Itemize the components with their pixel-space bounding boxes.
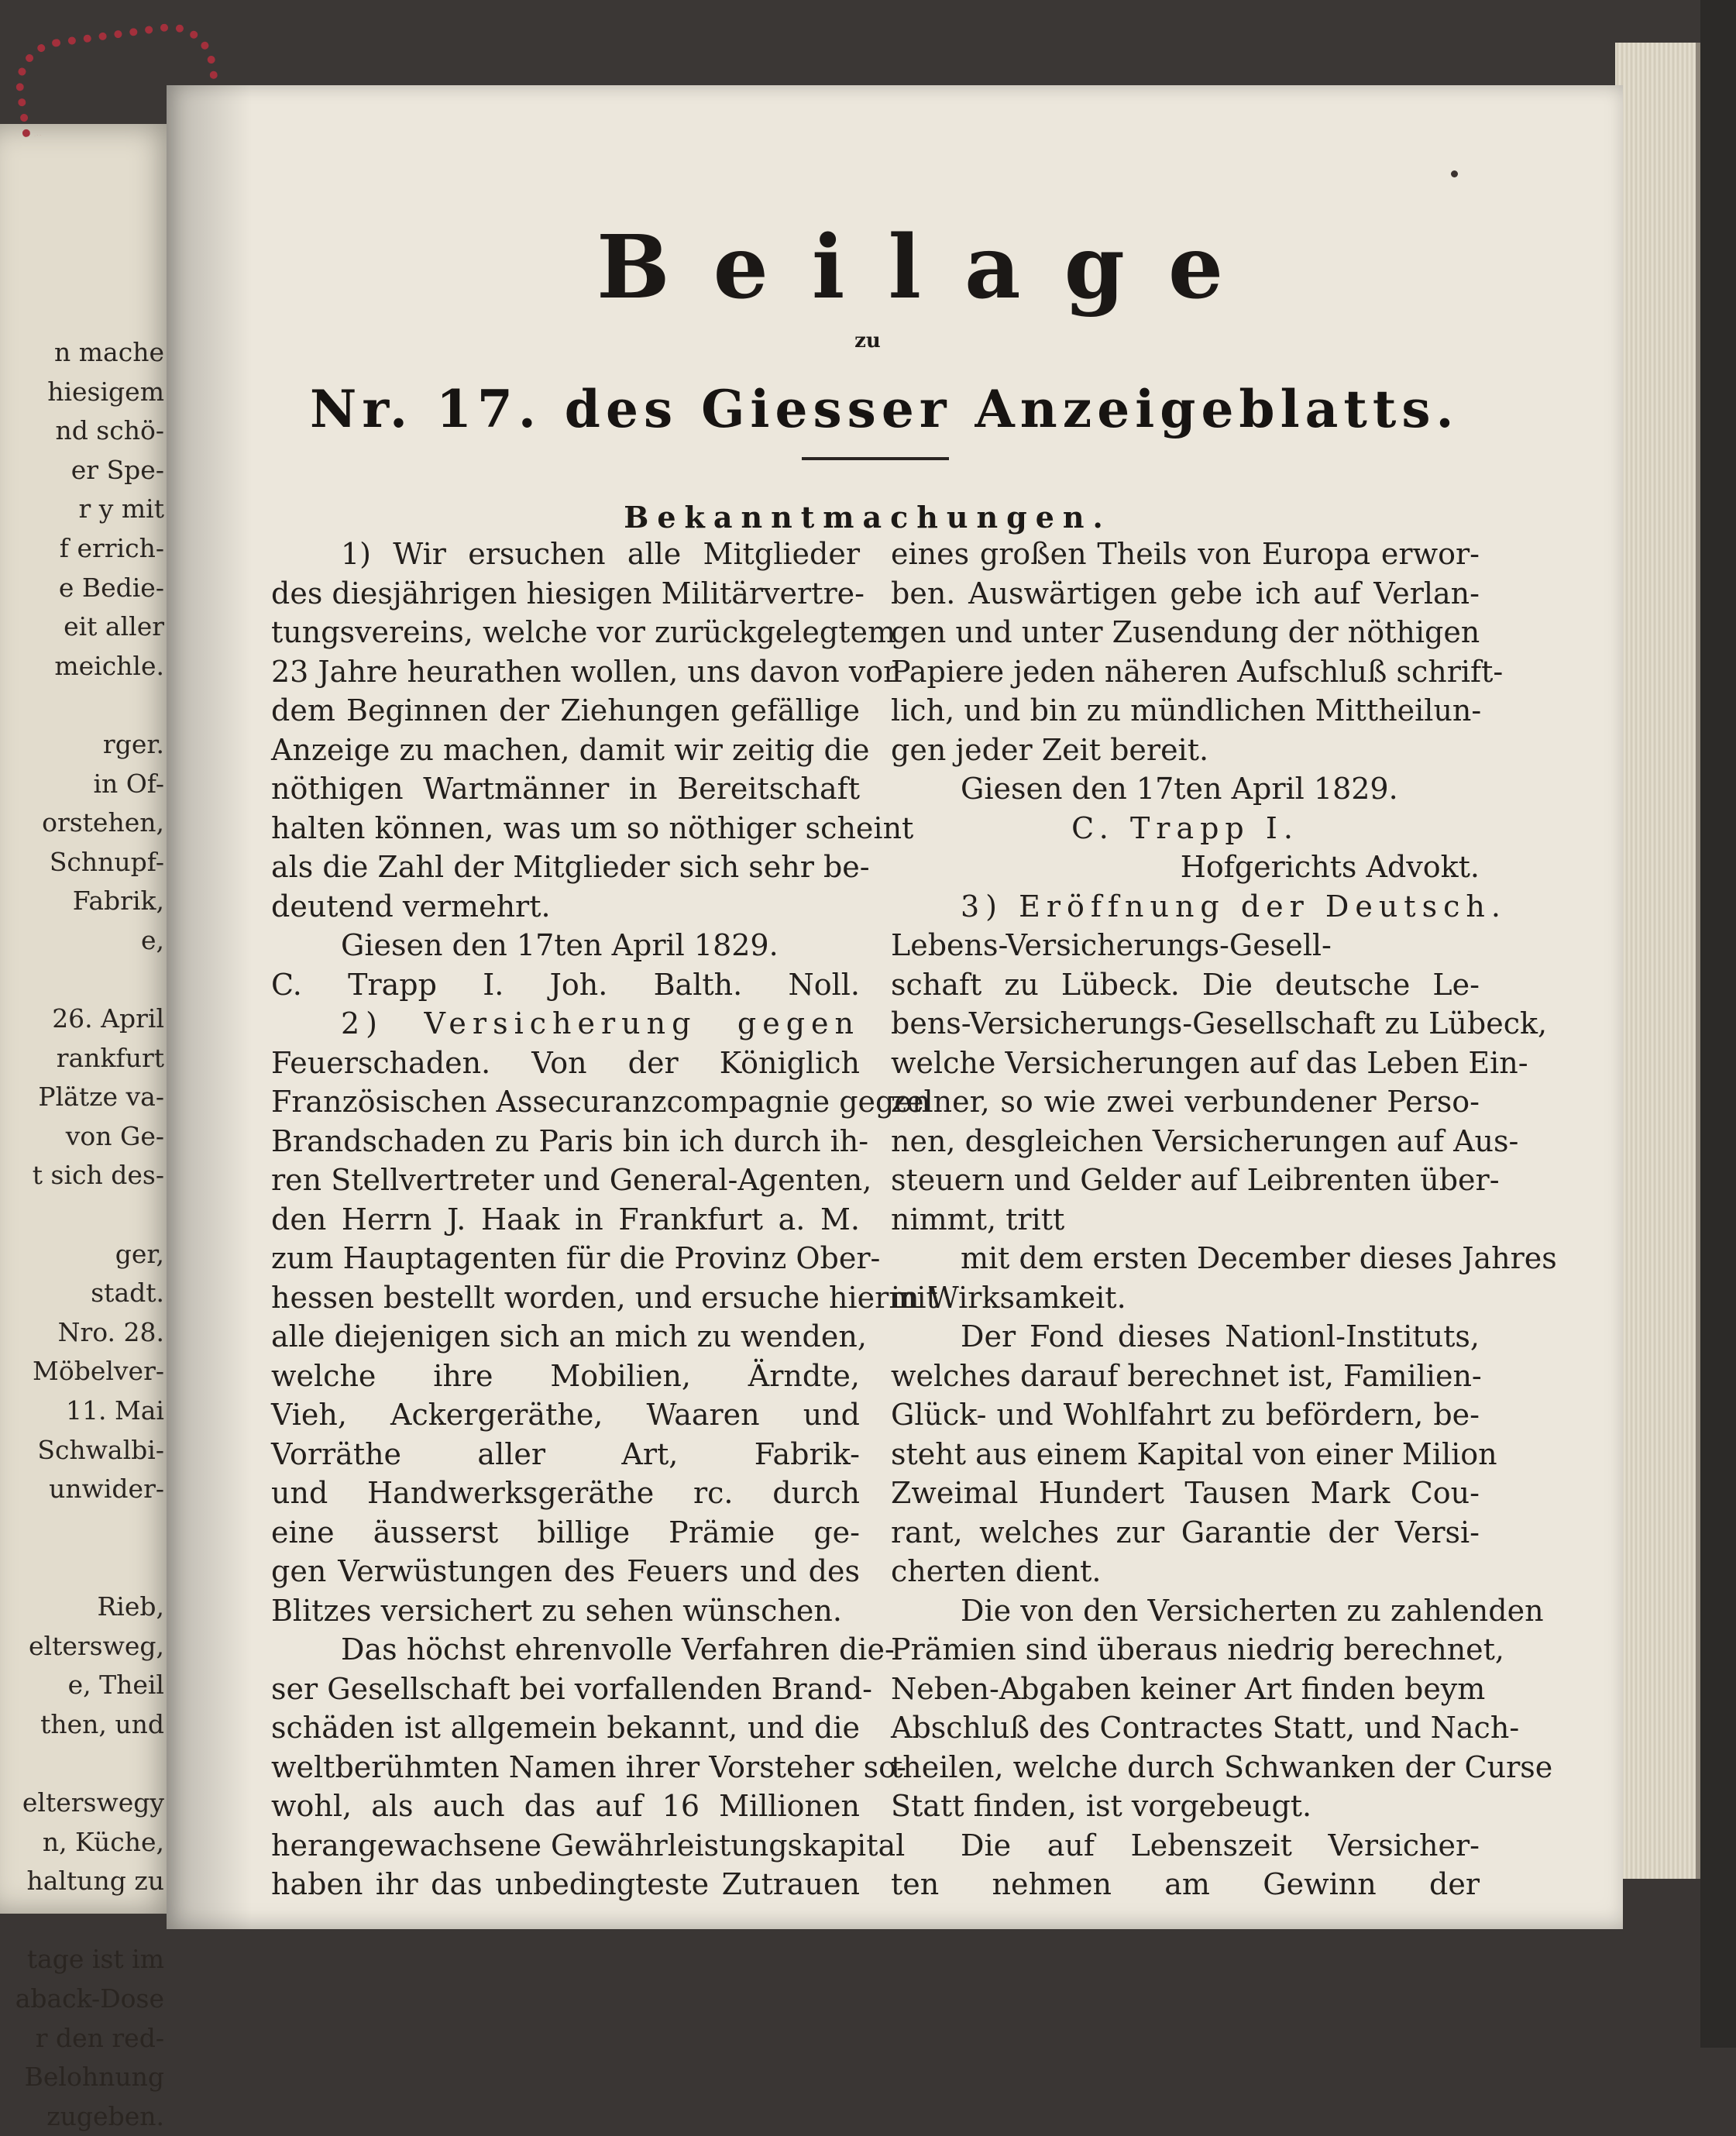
page-subtitle: Nr. 17. des Giesser Anzeigeblatts. [310, 379, 1459, 439]
text-line: rant, welches zur Garantie der Versi- [891, 1515, 1480, 1550]
left-page-line: 26. April [52, 1003, 164, 1034]
left-page-line: elterswegy [22, 1787, 164, 1818]
text-line: mit dem ersten December dieses Jahres [961, 1241, 1557, 1275]
text-line: lich, und bin zu mündlichen Mittheilun- [891, 693, 1482, 727]
left-page-line: then, und [40, 1708, 164, 1739]
left-page-line: t sich des- [32, 1160, 164, 1191]
text-line: Anzeige zu machen, damit wir zeitig die [271, 732, 870, 767]
left-page-line: eltersweg, [29, 1630, 164, 1661]
text-line: Französischen Assecuranzcompagnie gegen [271, 1085, 931, 1119]
text-line: schäden ist allgemein bekannt, und die [271, 1711, 860, 1745]
text-line: nen, desgleichen Versicherungen auf Aus- [891, 1123, 1519, 1158]
left-page-line [2, 1901, 164, 1941]
text-line: welche ihre Mobilien, Ärndte, [271, 1358, 860, 1393]
column-left [271, 535, 938, 1904]
left-page-line: Schnupf- [49, 846, 164, 877]
text-line: wohl, als auch das auf 16 Millionen [271, 1789, 860, 1823]
left-page-line: unwider- [49, 1474, 164, 1505]
text-line: zum Hauptagenten für die Provinz Ober- [271, 1241, 881, 1275]
text-line: C. Trapp I. [1071, 810, 1299, 845]
text-line: theilen, welche durch Schwanken der Curse [891, 1749, 1553, 1784]
text-line: gen jeder Zeit bereit. [891, 732, 1209, 767]
left-page-line: Plätze va- [38, 1082, 164, 1113]
text-line: den Herrn J. Haak in Frankfurt a. M. [271, 1202, 860, 1237]
left-page-line [2, 1195, 164, 1235]
text-line: gen und unter Zusendung der nöthigen [891, 615, 1480, 649]
page-edges [1615, 43, 1700, 1879]
text-line: Das höchst ehrenvolle Verfahren die- [341, 1632, 895, 1666]
text-line: 1) Wir ersuchen alle Mitglieder [341, 537, 860, 571]
left-page-line: stadt. [91, 1278, 164, 1309]
text-line: Die auf Lebenszeit Versicher- [961, 1828, 1480, 1863]
left-page-line: Nro. 28. [57, 1316, 164, 1347]
text-line: Vorräthe aller Art, Fabrik- [271, 1436, 860, 1471]
page-title: Beilage [596, 217, 1267, 318]
left-page-text [2, 333, 164, 2136]
left-page-line: tage ist im [26, 1944, 164, 1975]
left-page-line: haltung zu [26, 1866, 164, 1897]
text-line: Giesen den 17ten April 1829. [341, 928, 779, 962]
text-line: eines großen Theils von Europa erwor- [891, 537, 1480, 571]
left-page-line: Rieb, [97, 1591, 164, 1622]
left-page-line: Möbelver- [33, 1356, 164, 1387]
text-line: steuern und Gelder auf Leibrenten über- [891, 1163, 1500, 1197]
left-page-line: von Ge- [65, 1120, 164, 1151]
background-right [1700, 0, 1736, 2048]
left-page-line: eit aller [64, 611, 164, 642]
text-line: ben. Auswärtigen gebe ich auf Verlan- [891, 576, 1480, 611]
section-heading: Bekanntmachungen. [624, 500, 1112, 535]
text-line: Lebens-Versicherungs-Gesell- [891, 928, 1332, 962]
text-line: gen Verwüstungen des Feuers und des [271, 1554, 860, 1588]
text-line: und Handwerksgeräthe rc. durch [271, 1476, 860, 1510]
text-line: tungsvereins, welche vor zurückgelegtem [271, 615, 896, 649]
left-page-line: Fabrik, [72, 886, 164, 917]
text-line: Statt finden, ist vorgebeugt. [891, 1789, 1312, 1823]
left-page-line: in Of- [93, 768, 164, 799]
left-page-line: Belohnung [24, 2062, 164, 2093]
left-page-line: aback-Dose [15, 1983, 164, 2014]
text-line: ren Stellvertreter und General-Agenten, [271, 1163, 872, 1197]
text-line: nimmt, tritt [891, 1202, 1065, 1237]
text-line: cherten dient. [891, 1554, 1102, 1588]
text-line: Hofgerichts Advokt. [1180, 850, 1480, 884]
text-line: ten nehmen am Gewinn der [891, 1867, 1480, 1901]
text-line: herangewachsene Gewährleistungskapital [271, 1828, 906, 1863]
left-page-line: nd schö- [55, 415, 164, 446]
text-line: Feuerschaden. Von der Königlich [271, 1045, 860, 1080]
left-page-line: r den red- [35, 2022, 164, 2053]
left-page-line: hiesigem [47, 376, 164, 407]
text-line: zelner, so wie zwei verbundener Perso- [891, 1085, 1480, 1119]
left-page-line: f errich- [59, 532, 164, 563]
left-page-line: n, Küche, [42, 1826, 164, 1857]
text-line: 3) Eröffnung der Deutsch. [961, 889, 1507, 924]
left-page-line [2, 686, 164, 725]
left-page [0, 124, 178, 2131]
left-page-line: e Bedie- [58, 572, 164, 603]
left-page-line [2, 961, 164, 1000]
left-page-line: rankfurt [56, 1042, 164, 1073]
left-page-line: e, Theil [67, 1670, 164, 1701]
text-line: welche Versicherungen auf das Leben Ein- [891, 1045, 1528, 1080]
text-line: 2) Versicherung gegen [341, 1006, 860, 1040]
text-line: halten können, was um so nöthiger scheint [271, 810, 914, 845]
text-line: Vieh, Ackergeräthe, Waaren und [271, 1398, 860, 1432]
text-line: C. Trapp I. Joh. Balth. Noll. [271, 967, 860, 1002]
left-page-line [2, 1744, 164, 1783]
text-line: ser Gesellschaft bei vorfallenden Brand- [271, 1671, 872, 1706]
text-line: bens-Versicherungs-Gesellschaft zu Lübeck, [891, 1006, 1548, 1040]
left-page-line: rger. [102, 728, 164, 759]
left-page-line [2, 1548, 164, 1587]
ink-spot [1451, 170, 1458, 177]
left-page-line: 11. Mai [66, 1395, 164, 1426]
title-connector: zu [854, 329, 881, 353]
text-line: Die von den Versicherten zu zahlenden [961, 1593, 1544, 1628]
text-line: weltberühmten Namen ihrer Vorsteher so- [271, 1749, 906, 1784]
text-line: Papiere jeden näheren Aufschluß schrift- [891, 654, 1504, 689]
text-line: des diesjährigen hiesigen Militärvertre- [271, 576, 865, 611]
left-page-line: e, [140, 924, 164, 955]
left-page-line: er Spe- [70, 454, 164, 485]
text-line: in Wirksamkeit. [891, 1280, 1126, 1315]
left-page-line: meichle. [54, 650, 164, 681]
text-line: Neben-Abgaben keiner Art finden beym [891, 1671, 1486, 1706]
left-page-line: n mache [54, 337, 164, 367]
text-line: Zweimal Hundert Tausen Mark Cou- [891, 1476, 1480, 1510]
text-line: Blitzes versichert zu sehen wünschen. [271, 1593, 842, 1628]
text-line: Der Fond dieses Nationl-Instituts, [961, 1319, 1480, 1353]
left-page-line: r y mit [78, 494, 164, 525]
left-page-line [2, 1509, 164, 1549]
text-line: Giesen den 17ten April 1829. [961, 772, 1398, 806]
text-line: alle diejenigen sich an mich zu wenden, [271, 1319, 867, 1353]
left-page-line: orstehen, [42, 807, 164, 838]
left-page-line: ger, [115, 1238, 164, 1269]
text-line: haben ihr das unbedingteste Zutrauen [271, 1867, 860, 1901]
text-line: als die Zahl der Mitglieder sich sehr be- [271, 850, 870, 884]
column-right [891, 535, 1557, 1904]
text-line: 23 Jahre heurathen wollen, uns davon vor [271, 654, 898, 689]
text-line: welches darauf berechnet ist, Familien- [891, 1358, 1482, 1393]
text-line: nöthigen Wartmänner in Bereitschaft [271, 772, 860, 806]
left-page-line: zugeben. [46, 2100, 164, 2131]
text-line: deutend vermehrt. [271, 889, 551, 924]
text-line: schaft zu Lübeck. Die deutsche Le- [891, 967, 1480, 1002]
gutter-shadow [167, 85, 252, 1929]
text-line: dem Beginnen der Ziehungen gefällige [271, 693, 860, 727]
text-line: Abschluß des Contractes Statt, und Nach- [891, 1711, 1520, 1745]
text-line: Brandschaden zu Paris bin ich durch ih- [271, 1123, 869, 1158]
text-line: eine äusserst billige Prämie ge- [271, 1515, 860, 1550]
text-line: steht aus einem Kapital von einer Milion [891, 1436, 1497, 1471]
title-rule [802, 457, 949, 460]
left-page-line: Schwalbi- [37, 1434, 164, 1465]
text-line: hessen bestellt worden, und ersuche hiermit [271, 1280, 938, 1315]
text-line: Prämien sind überaus niedrig berechnet, [891, 1632, 1505, 1666]
text-line: Glück- und Wohlfahrt zu befördern, be- [891, 1398, 1480, 1432]
